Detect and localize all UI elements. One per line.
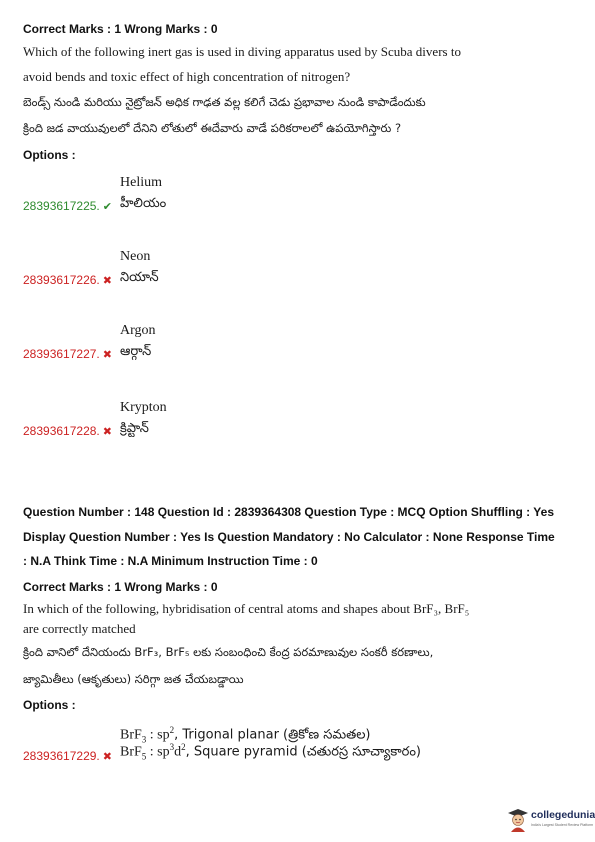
q2-superscript: 2 — [169, 725, 175, 735]
q1-option2-en: Neon — [120, 249, 151, 264]
q2-meta-line2: Display Question Number : Yes Is Question Mandatory : No Calculator : None Response Time — [23, 530, 555, 544]
q1-text-te-line2: క్రింది జడ వాయువులలో దేనిని లోతులో ఈదేవారు వాడే పరికరాలలో ఉపయోగిస్తారు ? — [23, 121, 402, 135]
q2-meta-line3: : N.A Think Time : N.A Minimum Instruction Time : 0 — [23, 554, 318, 568]
q2-hybrid: : sp — [146, 727, 170, 743]
q2-formula: BrF — [120, 744, 142, 760]
q2-formula: BrF — [120, 727, 142, 743]
q2-text-te-line1: క్రింది వానిలో దేనియందు BrF₃, BrF₅ లకు సంబంధించి కేంద్ర పరమాణువుల సంకరీ కరణాలు, — [23, 645, 434, 659]
q1-option3-id-text: 28393617227. — [23, 347, 100, 361]
q1-text-te-line1: బెండ్స్ నుండి మరియు నైట్రోజన్ అధిక గాఢత వల్ల కలిగే చెడు ప్రభావాల నుండి కాపాడేందుకు — [23, 95, 426, 109]
q1-options-label: Options : — [23, 148, 76, 162]
q2-marks: Correct Marks : 1 Wrong Marks : 0 — [23, 580, 218, 594]
q1-option2-id — [23, 273, 112, 287]
brand-tagline: India's Largest Student Review Platform — [531, 823, 594, 827]
q1-option1-en: Helium — [120, 175, 162, 190]
cross-icon: ✖ — [102, 426, 112, 438]
q2-option1-line2 — [120, 742, 421, 763]
q1-option4-id-text: 28393617228. — [23, 424, 100, 438]
q2-subscript: 3 — [141, 734, 147, 745]
q2-text-en-line1: In which of the following, hybridisation of central atoms and shapes about BrF₃, BrF₅ — [23, 601, 470, 616]
q1-option3-id — [23, 347, 112, 361]
q1-text-en-line1: Which of the following inert gas is used in diving apparatus used by Scuba divers to — [23, 44, 461, 59]
cross-icon: ✖ — [102, 751, 112, 763]
q1-option1-te: హీలియం — [120, 196, 167, 211]
q2-options-label: Options : — [23, 698, 76, 712]
q2-superscript: 2 — [181, 742, 186, 752]
q2-d-orbital: d — [174, 744, 182, 760]
cross-icon: ✖ — [102, 275, 112, 287]
q2-option1-id-text: 28393617229. — [23, 749, 100, 763]
q2-superscript: 3 — [169, 742, 175, 752]
q2-text-te-line2: జ్యామితీలు (ఆకృతులు) సరిగ్గా జత చేయబడ్డాయి — [23, 672, 244, 686]
q1-text-en-line2: avoid bends and toxic effect of high concentration of nitrogen? — [23, 69, 351, 84]
q2-shape: , Trigonal planar (త్రికోణ సమతల) — [174, 727, 371, 743]
q2-option1-id — [23, 749, 112, 763]
q2-text-en-line2: are correctly matched — [23, 621, 136, 636]
q2-shape: , Square pyramid (చతురస్ర సూచ్యాకారం) — [185, 744, 421, 760]
q1-option3-en: Argon — [120, 323, 156, 338]
brand-name: collegedunia — [531, 809, 595, 821]
q1-option4-en: Krypton — [120, 400, 167, 415]
q2-meta-line1: Question Number : 148 Question Id : 2839364308 Question Type : MCQ Option Shuffling : Yes — [23, 505, 554, 519]
graduate-mascot-icon — [507, 808, 529, 832]
q1-option2-te: నియాన్ — [120, 270, 159, 285]
q1-option1-id — [23, 199, 112, 213]
collegedunia-logo — [507, 806, 595, 834]
q1-option3-te: ఆర్గాన్ — [120, 344, 152, 359]
q1-option4-te: క్రిప్టాన్ — [120, 421, 149, 436]
q1-option4-id — [23, 424, 112, 438]
cross-icon: ✖ — [102, 349, 112, 361]
q1-option2-id-text: 28393617226. — [23, 273, 100, 287]
q1-option1-id-text: 28393617225. — [23, 199, 100, 213]
check-icon: ✔ — [102, 201, 112, 213]
q1-marks: Correct Marks : 1 Wrong Marks : 0 — [23, 22, 218, 36]
q2-subscript: 5 — [141, 751, 147, 762]
q2-hybrid: : sp — [146, 744, 170, 760]
